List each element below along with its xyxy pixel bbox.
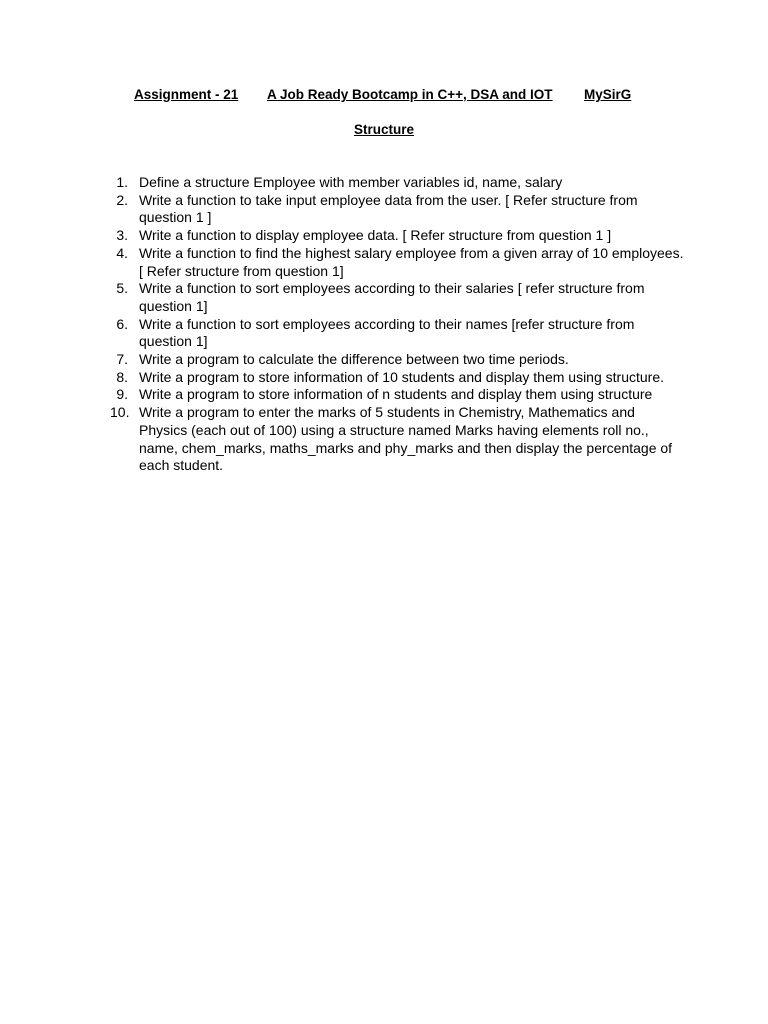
assignment-number: Assignment - 21 bbox=[134, 87, 239, 102]
question-number: 5. bbox=[116, 280, 128, 297]
document-header bbox=[0, 87, 768, 105]
brand-name: MySirG bbox=[584, 87, 632, 102]
question-text: Write a function to find the highest salary employee from a given array of 10 employees. [ Refer structure from question 1] bbox=[139, 244, 684, 279]
topic-heading bbox=[0, 122, 768, 137]
list-item bbox=[110, 386, 685, 404]
list-item bbox=[110, 174, 685, 192]
question-number: 4. bbox=[116, 244, 128, 261]
list-item bbox=[110, 369, 685, 387]
list-item bbox=[110, 192, 685, 227]
question-list bbox=[110, 174, 685, 475]
question-text: Write a program to calculate the difference between two time periods. bbox=[139, 351, 569, 368]
course-title: A Job Ready Bootcamp in C++, DSA and IOT bbox=[267, 87, 553, 102]
question-text: Write a program to enter the marks of 5 students in Chemistry, Mathematics and Physics (each out of 100) using a structure named Marks having elements roll no., name, chem_marks, maths_marks and phy_marks and then display the percentage of each student. bbox=[139, 404, 673, 474]
list-item bbox=[110, 245, 685, 280]
question-number: 9. bbox=[116, 386, 128, 403]
question-number: 1. bbox=[116, 174, 128, 190]
topic-title: Structure bbox=[353, 122, 414, 137]
list-item bbox=[110, 351, 685, 369]
question-text: Write a function to take input employee data from the user. [ Refer structure from question 1 ] bbox=[139, 191, 638, 226]
question-number: 2. bbox=[116, 191, 128, 208]
question-number: 6. bbox=[116, 315, 128, 332]
question-text: Write a function to display employee data. [ Refer structure from question 1 ] bbox=[139, 227, 612, 244]
question-text: Write a function to sort employees according to their names [refer structure from question 1] bbox=[139, 315, 635, 350]
list-item bbox=[110, 404, 685, 475]
question-text: Define a structure Employee with member variables id, name, salary bbox=[139, 174, 563, 190]
question-text: Write a function to sort employees according to their salaries [ refer structure from question 1] bbox=[139, 280, 645, 314]
list-item bbox=[110, 316, 685, 351]
question-number: 8. bbox=[116, 368, 128, 385]
question-text: Write a program to store information of 10 students and display them using structure. bbox=[139, 368, 664, 385]
question-number: 10. bbox=[110, 404, 130, 421]
question-text: Write a program to store information of n students and display them using structure bbox=[139, 386, 653, 403]
list-item bbox=[110, 280, 685, 315]
list-item bbox=[110, 227, 685, 245]
question-number: 7. bbox=[116, 351, 128, 368]
question-number: 3. bbox=[116, 227, 128, 244]
